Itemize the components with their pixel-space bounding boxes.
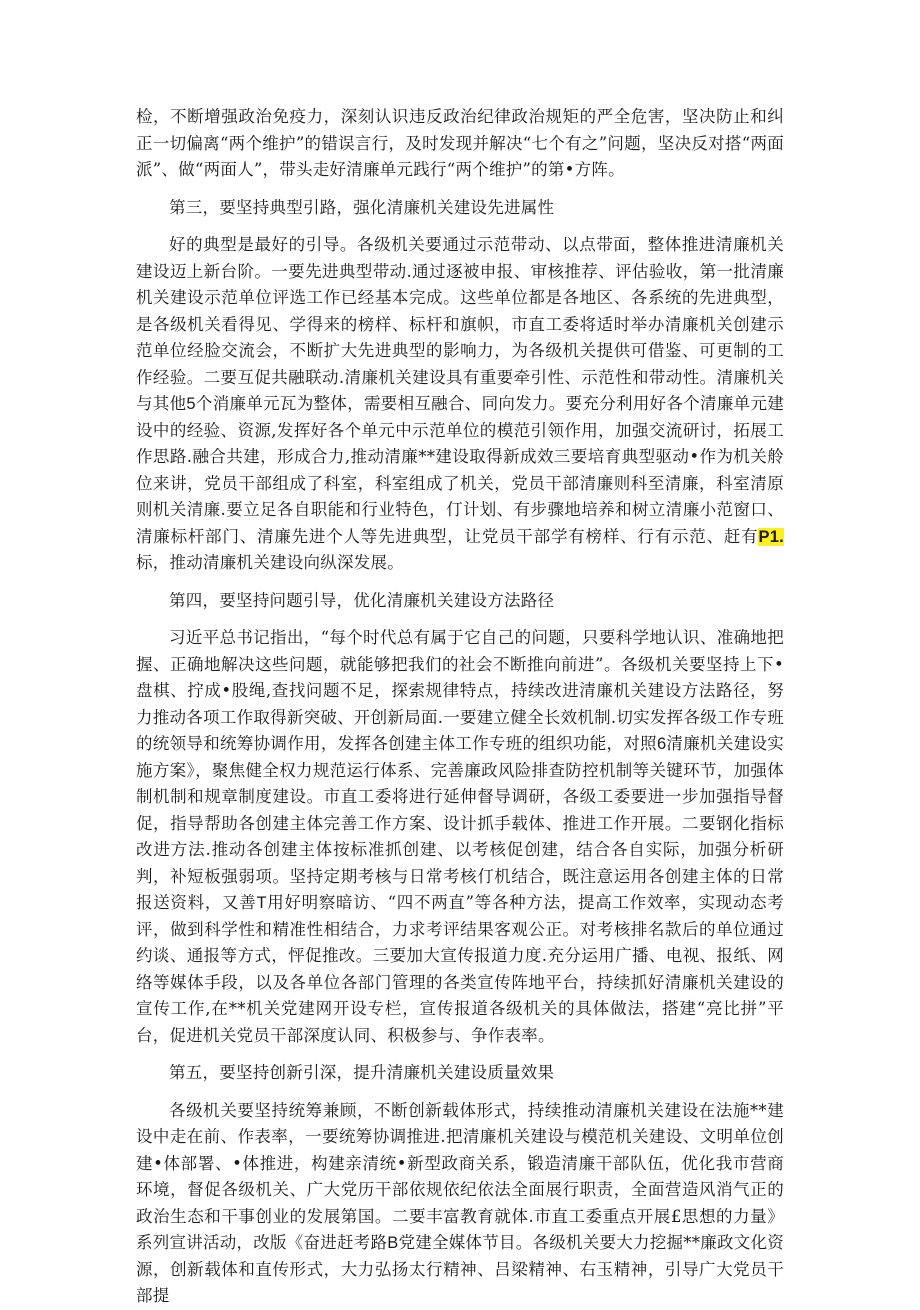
section-three-text-c: 标，推动清廉机关建设向纵深发展。 xyxy=(136,553,404,572)
section-five-heading: 第五，要坚持创新引深，提升清廉机关建设质量效果 xyxy=(169,1063,555,1082)
section-four-text-b: 清廉机关建设实施方案》，聚焦健全权力规范运行体系、完善廉政风险排查防控机制等关键环节，加强体制机制和规章制度建设。市直工委将进行延伸督导调研，各级工委要进一步加强指导督促，指导帮助各创建主体完善工作方案、设计抓手载体、推进工作开展。二要钢化指标改进方法.推动各创建主体按标准抓创建、以考核促创建，结合各自实际，加强分析研判，补短板强弱项。坚持定期考核与日常考核仃机结合，既注意运用各创建主体的日常报送资料，又善 xyxy=(136,734,785,912)
intro-paragraph xyxy=(136,104,784,184)
section-four-number: 6 xyxy=(656,735,667,753)
section-three-text-b: 个消廉单元瓦为整体，需要相互融合、同向发力。要充分利用好各个清廉单元建设中的经验、资源,发挥好各个单元中示范单位的模范引领作用，加强交流研讨，拓展工作思路.融合共建，形成合力,推动清廉**建设取得新成效三要培育典型驱动•作为机关舲位来讲，党员干部组成了科室，科室组成了机关，党员干部清廉则科至清廉，科室清原则机关清廉.要立足各自职能和行业特色，仃计划、有步骤地培养和树立清廉小范窗口、清廉标杆部门、清廉先进个人等先进典型，让党员干部学有榜样、行有示范、赶有 xyxy=(136,394,785,546)
section-four-text-c: 用好明察暗访、“四不两直”等各种方法，提高工作效率，实现动态考评，做到科学性和精准性相结合，力求考评结果客观公正。对考核排名款后的单位通过约谈、通报等方式，怦促推改。三要加大宣传报道力度.充分运用广播、电视、报纸、网络等媒体手段，以及各单位各部门管理的各类宣传阵地平台，持续抓好清廉机关建设的宣传工作,在**机关党建网开设专栏，宣传报道各级机关的具体做法，搭建“亮比拼”平台，促进机关党员干部深度认同、积极参与、争作表率。 xyxy=(136,893,784,1045)
section-three-heading: 第三，要坚持典型引路，强化清廉机关建设先进属性 xyxy=(169,197,555,217)
section-three-number: 5 xyxy=(186,395,196,413)
document-page xyxy=(136,104,784,1310)
highlighted-marker: P1. xyxy=(758,527,784,546)
section-three-text-a: 好的典型是最好的引导。各级机关要通过示范带动、以点带面，整体推进清廉机关建设迈上新台阶。一要先进典型带动.通过逐被申报、审核推荐、评估验收，第一批清廉机关建设示范单位评选工作已经基本完成。这些单位都是各地区、各系统的先进典型，是各级机关看得见、学得来的榜样、标杆和旗帜，市直工委将适时举办清廉机关创建示范单位经脸交流会，不断扩大先进典型的影响力，为各级机关提供可借鉴、可更制的工作经验。二要互促共融联动.清廉机关建设具有重要牵引性、示范性和带动性。清廉机关与其他 xyxy=(136,235,784,413)
section-four-heading: 第四，要坚持问题引导，优化清廉机关建设方法路径 xyxy=(169,590,555,610)
section-five-paragraph xyxy=(136,1098,784,1310)
section-five-text-a: 各级机关要坚持统筹兼顾，不断创新载体形式，持续推动清廉机关建设在法施**建设中走在前、作表率，一要统筹协调推进.把清廉机关建设与模范机关建设、文明单位创建•体部署、•体推进，构建亲清统•新型政商关系，锻造清廉干部队伍，优化我市营商环境，督促各级机关、广大党历干部依规依纪依法全面展行职责，全面营造风消气正的政治生态和干事创业的发展第国。二要丰富教育就体.市直工委重点开展£思想的力量》系列宣讲活动，改版《奋进赶考路 xyxy=(136,1100,784,1252)
section-five-text-b: 党建全媒体节目。各级机关要大力挖掘**廉政文化资源，创新载体和直传形式，大力弘扬太行精神、吕梁精神、右玉精神，引导广大党员干部提 xyxy=(136,1233,785,1305)
section-four-letter-t: T xyxy=(256,894,267,912)
section-four-paragraph xyxy=(136,625,784,1049)
section-three-paragraph xyxy=(136,232,784,577)
section-four-text-a: 习近平总书记指出，“每个时代总有属于它自己的问题，只要科学地认识、准确地把握、正确地解决这些问题，就能够把我们的社会不断推向前进”。各级机关要坚持上下•盘棋、拧成•股绳,查找问题不足，探索规律特点，持续改进清廉机关建设方法路径，努力推动各项工作取得新突破、开创新局面.一要建立健全长效机制.切实发挥各级工作专班的统领导和统筹协调作用，发挥各创建主体工作专班的组织功能，对照 xyxy=(136,628,784,753)
intro-paragraph-text: 检，不断增强政治免疫力，深刻认识违反政治纪律政治规矩的严全危害，坚决防止和纠正一切偏离“两个维护”的错误言行，及时发现并解决“七个有之”问题，坚决反对搭“两面派”、做“两面人”，带头走好清廉单元践行“两个维护”的第•方阵。 xyxy=(136,107,784,179)
section-five-letter-b: B xyxy=(387,1234,399,1252)
